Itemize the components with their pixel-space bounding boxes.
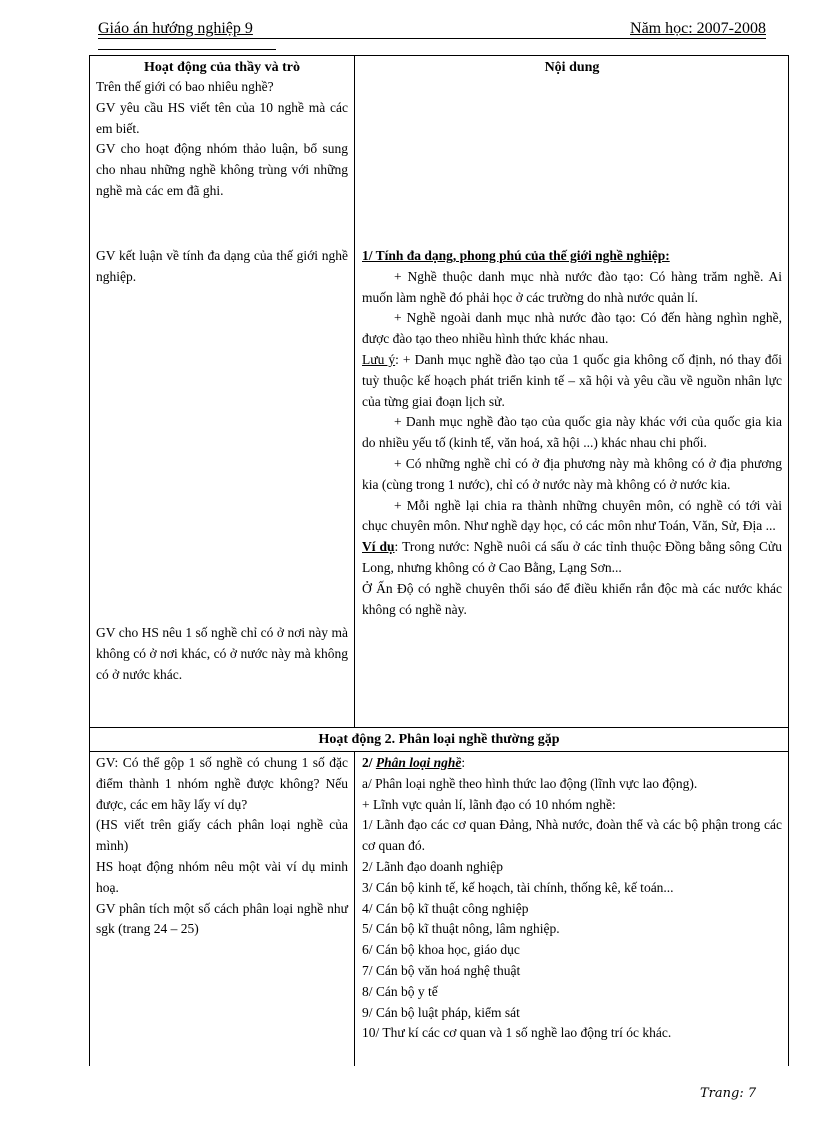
content-p1: + Nghề thuộc danh mục nhà nước đào tạo: Có hàng trăm nghề. Ai muốn làm nghề đó phải học ở các trường do nhà nước quản lí. bbox=[362, 268, 782, 305]
row1-left-top bbox=[96, 77, 348, 202]
list-item: 1/ Lãnh đạo các cơ quan Đảng, Nhà nước, đoàn thể và các bộ phận trong các cơ quan đó. bbox=[362, 817, 782, 854]
list-item: 4/ Cán bộ kĩ thuật công nghiệp bbox=[362, 900, 529, 916]
note-paragraph bbox=[362, 350, 782, 412]
left-conclusion: GV kết luận về tính đa dạng của thế giới nghề nghiệp. bbox=[96, 248, 348, 284]
example-2: Ở Ấn Độ có nghề chuyên thổi sáo để điều khiển rắn độc mà các nước khác không có nghề này. bbox=[362, 580, 782, 617]
example-label: Ví dụ bbox=[362, 539, 395, 555]
row1-left-mid bbox=[96, 246, 348, 288]
list-item: 5/ Cán bộ kĩ thuật nông, lâm nghiệp. bbox=[362, 921, 560, 937]
list-item: 8/ Cán bộ y tế bbox=[362, 983, 438, 999]
column-divider-top bbox=[354, 55, 355, 727]
left2-question: GV: Có thể gộp 1 số nghề có chung 1 số đặc điểm thành 1 nhóm nghề được không? Nếu được, các em hãy lấy ví dụ? bbox=[96, 755, 348, 812]
list-item: 6/ Cán bộ khoa học, giáo dục bbox=[362, 942, 520, 958]
header-title: Giáo án hướng nghiệp 9 bbox=[98, 20, 253, 37]
page-number: Trang: 7 bbox=[700, 1086, 757, 1101]
activity-2-title: Hoạt động 2. Phân loại nghề thường gặp bbox=[318, 732, 560, 747]
section-1-heading: 1/ Tính đa dạng, phong phú của thế giới nghề nghiệp: bbox=[362, 248, 670, 263]
example-paragraph bbox=[362, 537, 782, 579]
left-question: Trên thế giới có bao nhiêu nghề? bbox=[96, 79, 274, 94]
left-task-2: GV cho hoạt động nhóm thảo luận, bổ sung cho nhau những nghề không trùng với những nghề mà các em đã ghi. bbox=[96, 141, 348, 198]
classification-a: a/ Phân loại nghề theo hình thức lao động (lĩnh vực lao động). bbox=[362, 775, 698, 791]
left2-analysis: GV phân tích một số cách phân loại nghề như sgk (trang 24 – 25) bbox=[96, 900, 348, 937]
note-text: : + Danh mục nghề đào tạo của 1 quốc gia không cố định, nó thay đổi tuỳ thuộc kế hoạch phát triển kinh tế – xã hội và yêu cầu về nguồn nhân lực của từng giai đoạn lịch sử. bbox=[362, 351, 782, 409]
page-header bbox=[98, 20, 766, 38]
row1-left-bottom bbox=[96, 623, 348, 685]
col-left-title: Hoạt động của thầy và trò bbox=[144, 60, 300, 75]
content-p3: + Danh mục nghề đào tạo của quốc gia này khác với của quốc gia kia do nhiều yếu tố (kinh tế, văn hoá, xã hội ...) khác nhau chi phối. bbox=[362, 414, 782, 451]
list-item: 9/ Cán bộ luật pháp, kiểm sát bbox=[362, 1004, 520, 1020]
header-rule bbox=[98, 38, 766, 39]
left2-task: (HS viết trên giấy cách phân loại nghề của mình) bbox=[96, 817, 348, 854]
left-task-1: GV yêu cầu HS viết tên của 10 nghề mà các em biết. bbox=[96, 99, 348, 136]
row-divider-2 bbox=[89, 751, 789, 752]
content-p5: + Mỗi nghề lại chia ra thành những chuyên môn, có nghề có tới vài chục chuyên môn. Như nghề dạy học, có các môn như Toán, Văn, Sử, Địa ... bbox=[362, 497, 782, 534]
section-2-number: 2/ bbox=[362, 755, 376, 770]
list-item: 7/ Cán bộ văn hoá nghệ thuật bbox=[362, 962, 521, 978]
left2-group: HS hoạt động nhóm nêu một vài ví dụ minh hoạ. bbox=[96, 858, 348, 895]
classification-intro: + Lĩnh vực quản lí, lãnh đạo có 10 nhóm nghề: bbox=[362, 796, 616, 812]
list-item: 3/ Cán bộ kinh tế, kế hoạch, tài chính, thống kê, kế toán... bbox=[362, 879, 674, 895]
row-divider-1 bbox=[89, 727, 789, 728]
header-school-year: Năm học: 2007-2008 bbox=[630, 20, 766, 37]
content-p2: + Nghề ngoài danh mục nhà nước đào tạo: Có đến hàng nghìn nghề, được đào tạo theo nhiều hình thức khác nhau. bbox=[362, 310, 782, 347]
note-label: Lưu ý bbox=[362, 351, 396, 367]
row1-right-content bbox=[362, 246, 782, 620]
col-right-title: Nội dung bbox=[544, 60, 600, 75]
content-p4: + Có những nghề chỉ có ở địa phương này mà không có ở địa phương kia (cùng trong 1 nước), chỉ có ở nước này mà không có ở nước kia. bbox=[362, 455, 782, 492]
list-item: 2/ Lãnh đạo doanh nghiệp bbox=[362, 858, 503, 874]
section-2-heading bbox=[362, 753, 782, 774]
section-2-colon: : bbox=[461, 755, 466, 770]
header-rule-short bbox=[98, 49, 276, 50]
left-example-task: GV cho HS nêu 1 số nghề chỉ có ở nơi này mà không có ở nơi khác, có ở nước này mà không có ở nước khác. bbox=[96, 625, 348, 682]
row2-left bbox=[96, 753, 348, 940]
row2-right bbox=[362, 753, 782, 1044]
example-text: : Trong nước: Nghề nuôi cá sấu ở các tỉnh thuộc Đồng bằng sông Cửu Long, nhưng không có ở Cao Bằng, Lạng Sơn... bbox=[362, 539, 782, 575]
column-divider-bottom bbox=[354, 751, 355, 1066]
section-2-title: Phân loại nghề bbox=[375, 755, 462, 770]
list-item: 10/ Thư kí các cơ quan và 1 số nghề lao động trí óc khác. bbox=[362, 1025, 672, 1041]
